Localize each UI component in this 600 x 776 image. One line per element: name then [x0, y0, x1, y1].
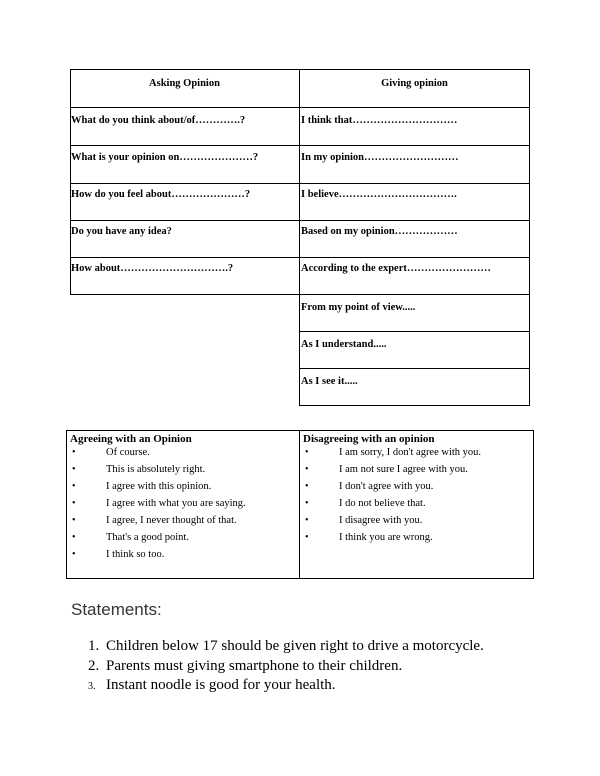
bullet-icon: •	[72, 515, 76, 526]
giving-phrase: From my point of view.....	[301, 302, 416, 313]
statement-item: 1. Children below 17 should be given right to drive a motorcycle.	[88, 638, 484, 654]
bullet-icon: •	[72, 464, 76, 475]
bullet-icon: •	[305, 481, 309, 492]
bullet-icon: •	[72, 549, 76, 560]
bullet-icon: •	[305, 464, 309, 475]
asking-phrase: What do you think about/of………….?	[71, 115, 246, 126]
bullet-icon: •	[72, 532, 76, 543]
document-page: Asking Opinion Giving opinion What do you think about/of………….? What is your opinion on…………………? How do you feel about…………………? Do you have any idea? How about………………………….? I think that………………………… In my opinion……………………… I believe……………………………. Based on my opinion……………… According to the expert…………………… From my point of view..... As I understand..... As I see it..... Agreeing with an Opinion Disagreeing with an opinion • Of course. • This is absolutely right. • I agree with this opinion. • I agree with what you are saying. • I agree, I never thought of that. • That's a good point. • I think so too. • I am sorry, I don't agree with you. • I am not sure I agree with you. • I don't agree with you. • I do not believe that. • I disagree with you. • I think you are wrong. Statements: 1. Children below 17 should be given right to drive a motorcycle. 2. Parents must giving smartphone to their children. 3. Instant noodle is good for your health.	[0, 0, 600, 776]
asking-phrase: How do you feel about…………………?	[71, 189, 251, 200]
giving-phrase: Based on my opinion………………	[301, 226, 458, 237]
statement-item: 3. Instant noodle is good for your health.	[88, 677, 336, 693]
giving-phrase: As I understand.....	[301, 339, 387, 350]
giving-opinion-header: Giving opinion	[381, 78, 448, 89]
bullet-icon: •	[305, 515, 309, 526]
agreeing-title: Agreeing with an Opinion	[70, 433, 192, 445]
giving-phrase: I believe…………………………….	[301, 189, 457, 200]
bullet-icon: •	[305, 447, 309, 458]
asking-phrase: Do you have any idea?	[71, 226, 172, 237]
statement-item: 2. Parents must giving smartphone to their children.	[88, 658, 403, 674]
giving-phrase: In my opinion………………………	[301, 152, 459, 163]
bullet-icon: •	[305, 498, 309, 509]
giving-phrase: As I see it.....	[301, 376, 358, 387]
bullet-icon: •	[72, 447, 76, 458]
asking-phrase: How about………………………….?	[71, 263, 234, 274]
asking-phrase: What is your opinion on…………………?	[71, 152, 259, 163]
giving-phrase: I think that…………………………	[301, 115, 458, 126]
bullet-icon: •	[72, 498, 76, 509]
bullet-icon: •	[305, 532, 309, 543]
asking-opinion-header: Asking Opinion	[149, 78, 220, 89]
disagreeing-title: Disagreeing with an opinion	[303, 433, 435, 445]
giving-phrase: According to the expert……………………	[301, 263, 491, 274]
statements-title: Statements:	[71, 600, 162, 619]
bullet-icon: •	[72, 481, 76, 492]
